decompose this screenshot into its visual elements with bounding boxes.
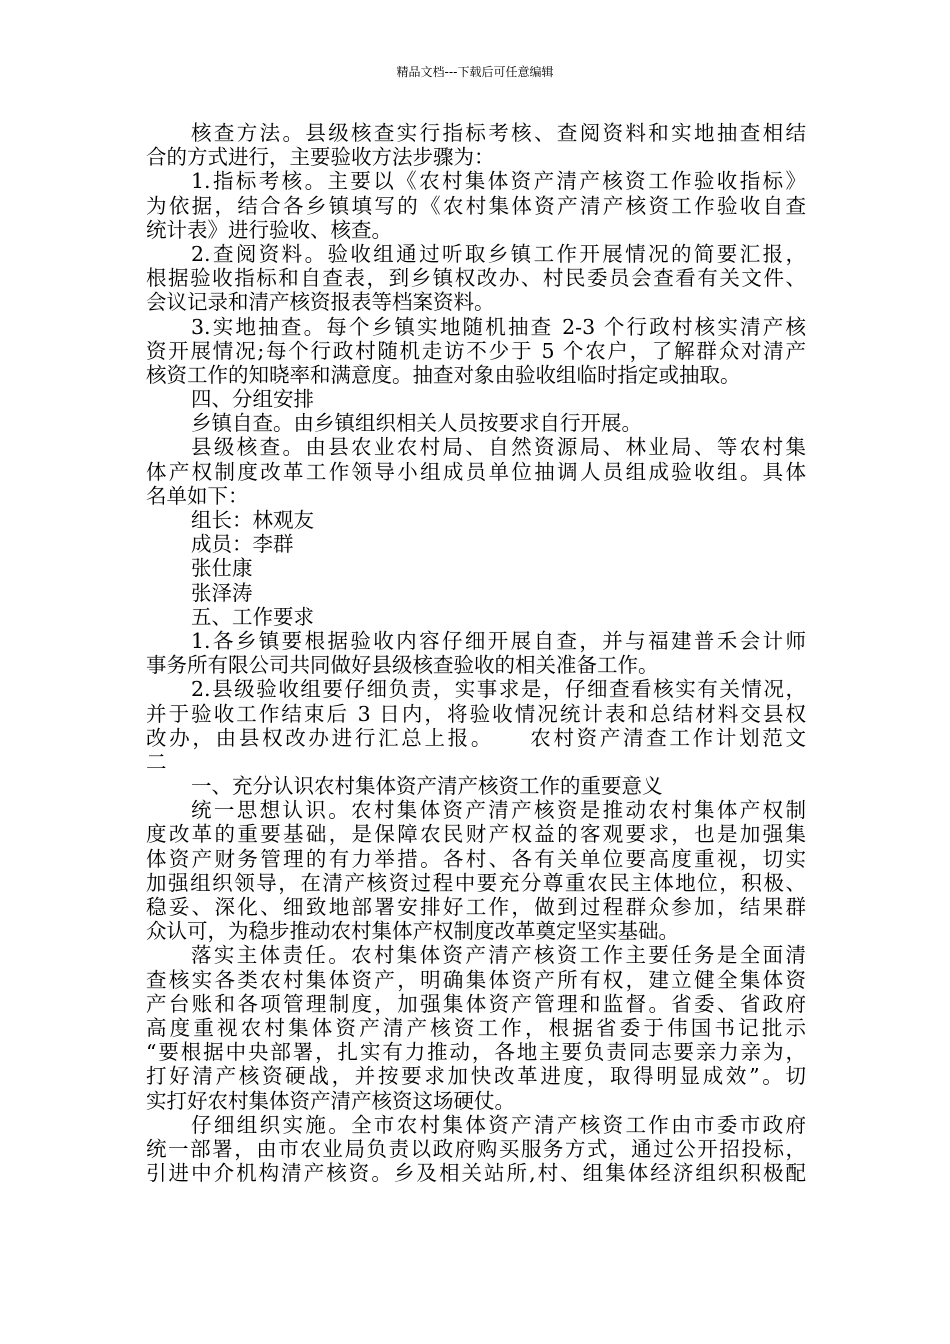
text-line: 张仕康 [191, 556, 253, 581]
document-body [146, 121, 806, 1185]
text-line: 五、工作要求 [191, 604, 314, 629]
text-line: 二 [146, 749, 167, 774]
text-line: 2.县级验收组要仔细负责，实事求是，仔细查看核实有关情况， [191, 677, 806, 702]
text-line: 引进中介机构清产核资。乡及相关站所,村、组集体经济组织积极配 [146, 1161, 806, 1186]
text-line: 稳妥、深化、细致地部署安排好工作，做到过程群众参加，结果群 [146, 895, 806, 919]
text-line: 度改革的重要基础，是保障农民财产权益的客观要求，也是加强集 [146, 822, 806, 847]
text-line: 核资工作的知晓率和满意度。抽查对象由验收组临时指定或抽取。 [146, 362, 741, 387]
text-line: 2.查阅资料。验收组通过听取乡镇工作开展情况的简要汇报， [191, 241, 806, 266]
text-line: 事务所有限公司共同做好县级核查验收的相关准备工作。 [146, 653, 659, 678]
text-line: 统计表》进行验收、核查。 [146, 217, 392, 242]
text-line: 为依据，结合各乡镇填写的《农村集体资产清产核资工作验收自查 [146, 193, 806, 218]
text-line: 体资产财务管理的有力举措。各村、各有关单位要高度重视，切实 [146, 846, 806, 871]
text-line: 资开展情况;每个行政村随机走访不少于 5 个农户，了解群众对清产 [146, 338, 806, 363]
text-line: 成员：李群 [191, 532, 294, 557]
text-line: 查核实各类农村集体资产，明确集体资产所有权，建立健全集体资 [146, 967, 806, 992]
text-line: 众认可，为稳步推动农村集体产权制度改革奠定坚实基础。 [146, 919, 679, 944]
text-line: 仔细组织实施。全市农村集体资产清产核资工作由市委市政府 [191, 1112, 806, 1137]
text-line: 1.各乡镇要根据验收内容仔细开展自查，并与福建普禾会计师 [191, 628, 806, 653]
text-line: “要根据中央部署，扎实有力推动，各地主要负责同志要亲力亲为， [146, 1040, 806, 1065]
page-header: 精品文档---下载后可任意编辑 [396, 65, 554, 79]
text-line: 组长：林观友 [191, 508, 314, 532]
text-line: 落实主体责任。农村集体资产清产核资工作主要任务是全面清 [191, 943, 806, 968]
text-line: 一、充分认识农村集体资产清产核资工作的重要意义 [191, 774, 663, 799]
text-line: 加强组织领导，在清产核资过程中要充分尊重农民主体地位，积极、 [146, 870, 806, 895]
text-line: 改办，由县权改办进行汇总上报。 农村资产清查工作计划范文 [146, 725, 806, 750]
text-line: 张泽涛 [191, 580, 253, 605]
text-line: 产台账和各项管理制度，加强集体资产管理和监督。省委、省政府 [146, 991, 806, 1016]
text-line: 高度重视农村集体资产清产核资工作，根据省委于伟国书记批示 [146, 1015, 806, 1040]
text-line: 并于验收工作结束后 3 日内，将验收情况统计表和总结材料交县权 [146, 701, 806, 726]
text-line: 乡镇自查。由乡镇组织相关人员按要求自行开展。 [191, 411, 642, 436]
text-line: 打好清产核资硬战，并按要求加快改革进度，取得明显成效”。切 [146, 1064, 806, 1089]
text-line: 统一思想认识。农村集体资产清产核资是推动农村集体产权制 [191, 798, 806, 823]
text-line: 3.实地抽查。每个乡镇实地随机抽查 2-3 个行政村核实清产核 [191, 314, 806, 339]
text-line: 核查方法。县级核查实行指标考核、查阅资料和实地抽查相结 [191, 121, 806, 145]
text-line: 四、分组安排 [191, 387, 314, 412]
text-line: 统一部署，由市农业局负责以政府购买服务方式，通过公开招投标， [146, 1136, 806, 1161]
text-line: 合的方式进行，主要验收方法步骤为： [146, 145, 495, 170]
text-line: 实打好农村集体资产清产核资这场硬仗。 [146, 1088, 515, 1113]
text-line: 1.指标考核。主要以《农村集体资产清产核资工作验收指标》 [191, 169, 806, 194]
text-line: 名单如下： [146, 483, 249, 508]
text-line: 会议记录和清产核资报表等档案资料。 [146, 290, 495, 315]
text-line: 根据验收指标和自查表，到乡镇权改办、村民委员会查看有关文件、 [146, 266, 806, 291]
text-line: 县级核查。由县农业农村局、自然资源局、林业局、等农村集 [191, 435, 806, 460]
text-line: 体产权制度改革工作领导小组成员单位抽调人员组成验收组。具体 [146, 459, 806, 484]
